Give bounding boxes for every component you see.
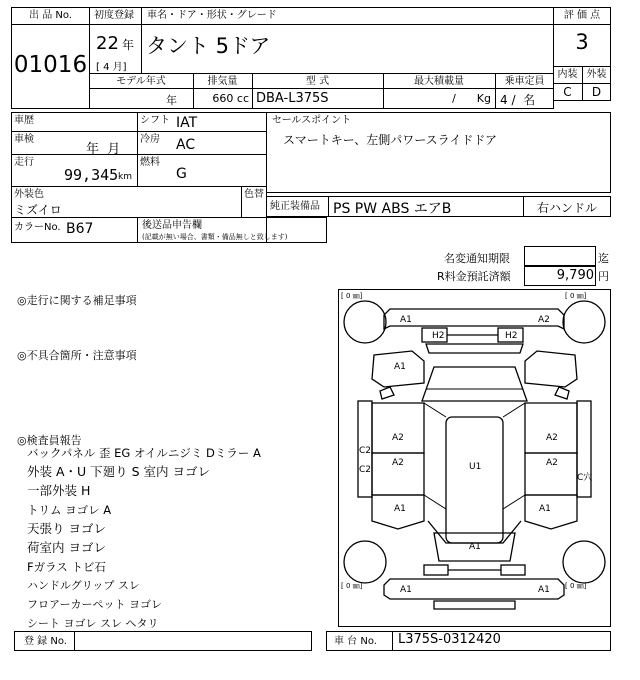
car-name-label: 車名・ドア・形状・グレード — [147, 10, 277, 21]
interior-grade: C — [563, 85, 572, 99]
mark-roof: U1 — [469, 462, 482, 472]
mark-back-door: A1 — [469, 542, 481, 552]
interior-label: 内装 — [557, 69, 578, 80]
rear-fender-right — [525, 495, 577, 529]
car-name: タント 5ドア — [146, 34, 271, 58]
driving-note-label: ◎走行に関する補足事項 — [17, 294, 137, 307]
reg-no-label: 登 録 No. — [24, 636, 67, 647]
inspector-line: 天張り ヨゴレ — [27, 521, 106, 536]
model-code: DBA-L375S — [256, 91, 329, 106]
shift-label: シフト — [140, 115, 170, 126]
defect-note-label: ◎不具合箇所・注意事項 — [17, 349, 137, 362]
rear-glass — [428, 521, 521, 543]
inspector-line: 一部外装 H — [27, 483, 91, 498]
year-unit: 年 — [122, 38, 135, 52]
sales-point: スマートキー、左側パワースライドドア — [283, 133, 497, 147]
mark-door-right-lower: A2 — [546, 458, 558, 468]
mark-headlight-right: H2 — [505, 331, 518, 341]
inspector-line: フロアーカーペット ヨゴレ — [27, 598, 162, 611]
tire-rear-right — [563, 541, 605, 583]
first-reg-month: [ 4 月] — [96, 62, 127, 73]
capacity: 4 / 名 — [500, 93, 536, 107]
lot-number: 01016 — [13, 52, 88, 78]
color-no-label: カラーNo. — [14, 222, 61, 233]
front-door-right — [525, 403, 577, 453]
mark-rear-bumper-right: A1 — [538, 585, 550, 595]
mark-door-right-upper: A2 — [546, 433, 558, 443]
inspector-line: シート ヨゴレ スレ ヘタリ — [27, 617, 159, 630]
name-change-label: 名変通知期限 — [444, 252, 510, 265]
recycle-value: 9,790 — [556, 268, 594, 283]
inspector-line: 外装 A・U 下廻り S 室内 ヨゴレ — [27, 464, 211, 479]
ext-color-label: 外装色 — [14, 189, 44, 200]
post-report-label: 後送品申告欄 — [142, 220, 202, 231]
capacity-label: 乗車定員 — [504, 76, 545, 87]
mark-side-c2-lower: C2 — [359, 465, 372, 475]
inspector-line: 荷室内 ヨゴレ — [27, 540, 106, 555]
color-change-label: 色替 — [244, 189, 264, 200]
first-reg-year: 22 — [96, 33, 119, 54]
mileage-unit: km — [118, 172, 132, 182]
score-value: 3 — [575, 30, 589, 54]
roof — [446, 417, 503, 543]
mileage-label: 走行 — [14, 157, 34, 168]
shift: IAT — [176, 115, 198, 131]
hood — [426, 344, 523, 353]
exterior-label: 外装 — [586, 69, 607, 80]
inspector-line: Fガラス トビ石 — [27, 560, 106, 574]
tire-front-right — [563, 301, 605, 343]
windshield — [422, 367, 527, 401]
inspector-line: ハンドルグリップ スレ — [27, 579, 140, 592]
car-diagram — [338, 289, 611, 627]
inspector-label: ◎検査員報告 — [17, 434, 82, 447]
score-label: 評 価 点 — [563, 10, 601, 21]
tail-light-right — [501, 565, 525, 575]
ac-label: 冷房 — [140, 134, 160, 145]
fuel-label: 燃料 — [140, 157, 160, 168]
inspection-label: 車検 — [14, 134, 34, 145]
inspector-line: バックパネル 歪 EG オイルニジミ Dミラー A — [27, 446, 261, 460]
mileage: 99,345 — [64, 166, 119, 184]
mark-side-hole-right: C穴 — [577, 473, 593, 483]
name-change-box — [524, 246, 596, 266]
model-label: 型 式 — [305, 76, 330, 87]
model-year-label: モデル年式 — [116, 76, 166, 87]
recycle-label: R料金預託済額 — [437, 270, 511, 283]
equipment: PS PW ABS エアB — [333, 201, 452, 217]
chassis-label: 車 台 No. — [334, 636, 377, 647]
max-load: / Kg — [452, 92, 491, 105]
mark-rear-bumper-left: A1 — [400, 585, 412, 595]
exterior-grade: D — [591, 85, 602, 99]
tire-label-fl: [ 0 ㎜] — [341, 292, 363, 300]
mirror-right — [555, 387, 569, 399]
inspector-line: トリム ヨゴレ A — [27, 503, 112, 517]
lot-label: 出 品 No. — [29, 10, 72, 21]
color-no: B67 — [66, 221, 94, 237]
mirror-left — [380, 387, 394, 399]
model-year-unit: 年 — [166, 94, 177, 107]
displacement: 660 cc — [212, 92, 249, 105]
mark-front-bumper-left: A1 — [400, 315, 412, 325]
post-report-note: (記載が無い場合、書類・備品無しと致します) — [142, 233, 288, 241]
handle: 右ハンドル — [536, 201, 597, 215]
mark-side-c2-upper: C2 — [359, 446, 372, 456]
history-label: 車歴 — [14, 115, 34, 126]
name-change-unit: 迄 — [598, 252, 609, 265]
fuel: G — [176, 166, 187, 182]
tail-light-left — [424, 565, 448, 575]
front-door-left — [372, 403, 424, 453]
inspection-value: 年 月 — [86, 142, 121, 157]
tire-label-fr: [ 0 ㎜] — [565, 292, 587, 300]
front-fender-right — [525, 351, 577, 387]
mark-front-fender-left: A1 — [394, 362, 406, 372]
equipment-label: 純正装備品 — [270, 201, 320, 212]
tire-label-rr: [ 0 ㎜] — [565, 582, 587, 590]
ac: AC — [176, 137, 196, 153]
sales-point-label: セールスポイント — [272, 115, 352, 126]
first-reg-label: 初度登録 — [94, 10, 134, 21]
max-load-label: 最大積載量 — [414, 76, 464, 87]
mark-rear-fender-right: A1 — [539, 504, 551, 514]
diagram-frame — [339, 290, 611, 627]
tire-rear-left — [344, 541, 386, 583]
mark-door-left-upper: A2 — [392, 433, 404, 443]
displacement-label: 排気量 — [207, 76, 238, 87]
chassis-number: L375S-0312420 — [398, 632, 501, 647]
mark-headlight-left: H2 — [432, 331, 445, 341]
recycle-unit: 円 — [598, 270, 609, 283]
rear-panel — [434, 601, 515, 609]
mark-door-left-lower: A2 — [392, 458, 404, 468]
tire-label-rl: [ 0 ㎜] — [341, 582, 363, 590]
tire-front-left — [344, 301, 386, 343]
mark-rear-fender-left: A1 — [394, 504, 406, 514]
mark-front-bumper-right: A2 — [538, 315, 550, 325]
ext-color: ミズイロ — [14, 203, 62, 217]
